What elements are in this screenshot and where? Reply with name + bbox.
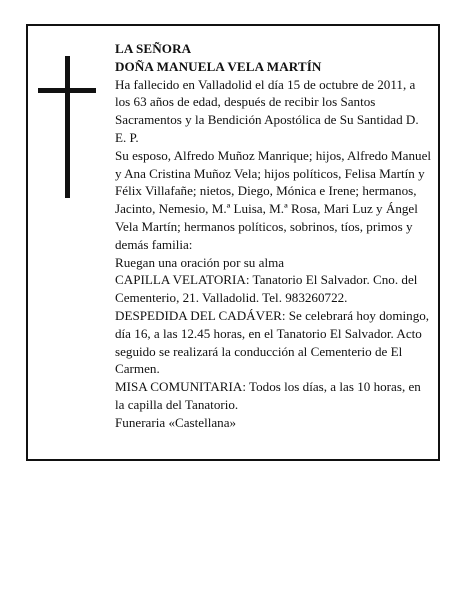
prayer-request: Ruegan una oración por su alma <box>115 254 285 270</box>
family-list: Su esposo, Alfredo Muñoz Manrique; hijos, Alfredo Manuel y Ana Cristina Muñoz Vela; hijos políticos, Felisa Martín y Félix Villafañe; nietos, Diego, Mónica e Irene; hermanos, Jacinto, Nemesio, M.ª Luisa, M.ª Rosa, Mari Luz y Ángel Vela Martín; hermanos políticos, sobrinos, tíos, primos y demás familia: <box>115 147 432 252</box>
notice-body <box>115 40 433 432</box>
cross-icon <box>38 56 96 198</box>
farewell-info: DESPEDIDA DEL CADÁVER: Se celebrará hoy domingo, día 16, a las 12.45 horas, en el Tanatorio El Salvador. Acto seguido se realizará la conducción al Cementerio de El Carmen. <box>115 307 430 377</box>
cross-horizontal-bar <box>38 88 96 93</box>
title-line-1: LA SEÑORA <box>115 41 192 56</box>
death-announcement: Ha fallecido en Valladolid el día 15 de octubre de 2011, a los 63 años de edad, después de recibir los Santos Sacramentos y la Bendición Apostólica de Su Santidad D. E. P. <box>115 76 419 145</box>
chapel-info: CAPILLA VELATORIA: Tanatorio El Salvador. Cno. del Cementerio, 21. Valladolid. Tel. 983260722. <box>115 272 418 306</box>
funeral-home: Funeraria «Castellana» <box>115 414 237 430</box>
obituary-notice <box>26 24 440 461</box>
cross-vertical-bar <box>65 56 70 198</box>
mass-info: MISA COMUNITARIA: Todos los días, a las 10 horas, en la capilla del Tanatorio. <box>115 379 421 412</box>
deceased-name: DOÑA MANUELA VELA MARTÍN <box>115 58 322 74</box>
